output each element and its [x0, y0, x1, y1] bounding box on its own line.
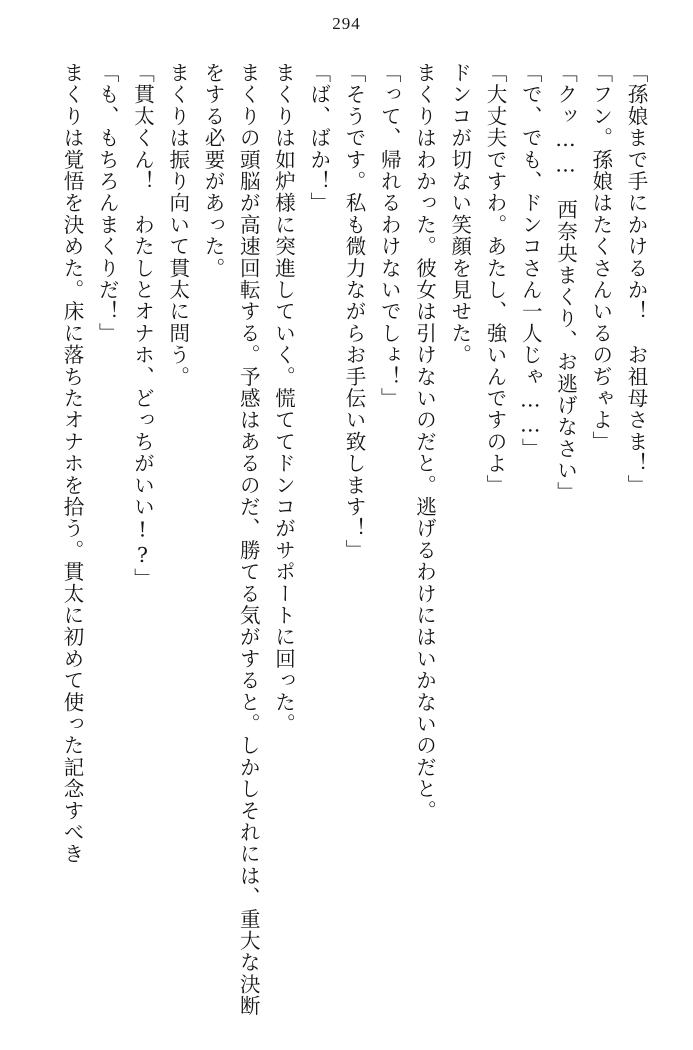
body-text — [43, 62, 653, 1027]
paragraph: まくりは振り向いて貫太に問う。 — [165, 62, 190, 388]
paragraph: 「そうです。私も微力ながらお手伝い致します！」 — [342, 62, 366, 562]
paragraph: まくりは覚悟を決めた。床に落ちたオナホを拾う。貫太に初めて使った記念すべき — [60, 62, 84, 865]
paragraph: 「も、もちろんまくりだ！」 — [95, 62, 120, 345]
paragraph: 「フン。孫娘はたくさんいるのぢゃよ」 — [588, 62, 613, 453]
paragraph: 「貫太くん！ わたしとオナホ、どっちがいい!?」 — [130, 62, 155, 590]
paragraph: ドンコが切ない笑顔を見せた。 — [447, 62, 472, 366]
paragraph: まくりの頭脳が高速回転する。予感はあるのだ、勝てる気がすると。しかしそれには、重大な決断をする必要があった。 — [201, 62, 261, 1017]
paragraph: 「クッ…… 西奈央まくり、お逃げなさい」 — [553, 62, 578, 503]
paragraph: 「って、帰れるわけないでしょ！」 — [377, 62, 402, 410]
paragraph: 「孫娘まで手にかけるか！ お祖母さま！」 — [624, 62, 648, 496]
paragraph: 「で、でも、ドンコさん一人じゃ……」 — [518, 62, 543, 460]
page-number: 294 — [332, 14, 361, 33]
paragraph: まくりは如炉様に突進していく。慌ててドンコがサポートに回った。 — [271, 62, 296, 735]
paragraph: 「ば、ばか！」 — [306, 62, 331, 214]
paragraph: 「大丈夫ですわ。あたし、強いんですのよ」 — [483, 62, 507, 496]
paragraph: まくりはわかった。彼女は引けないのだと。逃げるわけにはいかないのだと。 — [412, 62, 437, 822]
